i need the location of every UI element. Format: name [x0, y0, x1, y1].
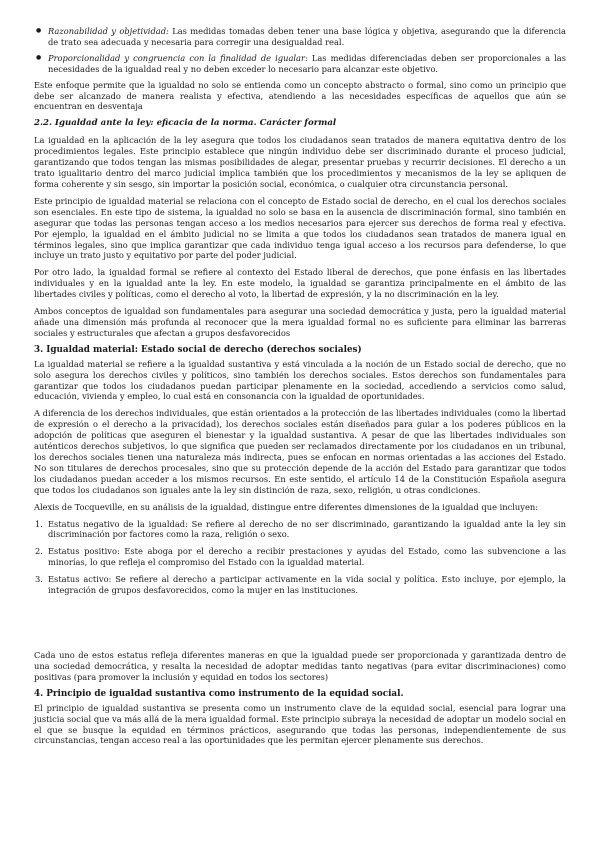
- bullet-text: Las medidas tomadas deben tener una base lógica y objetiva, asegurando que la diferencia de trato sea adecuada y necesaria para corregir una desigualdad real.: [48, 26, 566, 47]
- paragraph: Por otro lado, la igualdad formal se refiere al contexto del Estado liberal de derechos, que pone énfasis en las libertades individuales y en la igualdad ante la ley. En este modelo, la igualdad se garantiza principalmente en el ámbito de las libertades civiles y políticas, como el derecho al voto, la libertad de expresión, y la no discriminación en la ley.: [34, 267, 566, 300]
- list-number: 2.: [35, 546, 43, 557]
- paragraph: Este principio de igualdad material se relaciona con el concepto de Estado social de derecho, en el cual los derechos sociales son esenciales. En este tipo de sistema, la igualdad no solo se basa en la ausencia de discriminación formal, sino también en asegurar que todas las personas tengan acceso a los medios necesarios para ejercer sus derechos de forma real y efectiva. Por ejemplo, la igualdad en el ámbito judicial no se limita a que todos los ciudadanos sean tratados de manera igual en términos legales, sino que implica garantizar que cada individuo tenga igual acceso a los recursos para defenderse, lo que incluye un trato justo y equitativo por parte del poder judicial.: [34, 195, 566, 261]
- paragraph: Alexis de Tocqueville, en su análisis de la igualdad, distingue entre diferentes dimensiones de la igualdad que incluyen:: [34, 501, 538, 512]
- subsection-heading-2-2: 2.2. Igualdad ante la ley: eficacia de la norma. Carácter formal: [34, 118, 337, 129]
- list-item: [34, 26, 566, 48]
- paragraph: La igualdad material se refiere a la igualdad sustantiva y está vinculada a la noción de un Estado social de derecho, que no solo asegura los derechos civiles y políticos, sino también los derechos sociales. Estos derechos son fundamentales para garantizar que todos los ciudadanos puedan participar plenamente en la sociedad, accediendo a servicios como salud, educación, vivienda y empleo, lo cual está en consonancia con la igualdad de oportunidades.: [34, 358, 566, 402]
- bullet-list-criteria: [34, 26, 566, 75]
- list-item: [34, 574, 566, 596]
- numbered-list-status: [34, 519, 566, 596]
- list-number: 1.: [35, 518, 43, 529]
- list-text: Estatus negativo de la igualdad: Se refiere al derecho de no ser discriminado, garantizando la igualdad ante la ley sin discriminación por factores como la raza, religión o sexo.: [48, 518, 566, 540]
- page-blank-space: [34, 602, 566, 650]
- paragraph-intro: Este enfoque permite que la igualdad no solo se entienda como un concepto abstracto o formal, sino como un principio que debe ser alcanzado de manera realista y efectiva, atendiendo a las necesidades específicas de aquellos que aún se encuentran en desventaja: [34, 79, 566, 112]
- list-number: 3.: [35, 574, 43, 585]
- bullet-text: Las medidas diferenciadas deben ser proporcionales a las necesidades de la igualdad real y no deben exceder lo necesario para alcanzar este objetivo.: [48, 52, 566, 74]
- list-item: [34, 519, 566, 541]
- paragraph: Ambos conceptos de igualdad son fundamentales para asegurar una sociedad democrática y justa, pero la igualdad material añade una dimensión más profunda al reconocer que la mera igualdad formal no es suficiente para eliminar las barreras sociales y estructurales que afectan a grupos desfavorecidos: [34, 306, 566, 338]
- paragraph: El principio de igualdad sustantiva se presenta como un instrumento clave de la equidad social, esencial para lograr una justicia social que va más allá de la mera igualdad formal. Este principio subraya la necesidad de adoptar un modelo social en el que se busque la equidad en términos prácticos, asegurando que todas las personas, independientemente de sus circunstancias, tengan acceso real a las oportunidades que les permitan ejercer plenamente sus derechos.: [34, 702, 566, 746]
- list-text: Estatus positivo: Este aboga por el derecho a recibir prestaciones y ayudas del Estado, como las subvencione a las minorías, lo que refleja el compromiso del Estado con la igualdad material.: [48, 546, 566, 568]
- section-heading-4: 4. Principio de igualdad sustantiva como instrumento de la equidad social.: [34, 688, 404, 699]
- paragraph: La igualdad en la aplicación de la ley asegura que todos los ciudadanos sean tratados de manera equitativa dentro de los procedimientos legales. Este principio establece que ningún individuo debe ser discriminado durante el proceso judicial, garantizando que todos tengan las mismas posibilidades de alegar, presentar pruebas y recurrir decisiones. El derecho a un trato igualitario dentro del marco judicial implica también que los procedimientos y mecanismos de la ley se apliquen de forma coherente y sin sesgo, sin importar la posición social, económica, o cualquier otra circunstancia personal.: [34, 135, 566, 189]
- bullet-lead: Proporcionalidad y congruencia con la finalidad de igualar:: [48, 52, 308, 63]
- bullet-lead: Razonabilidad y objetividad:: [48, 26, 169, 36]
- paragraph: Cada uno de estos estatus refleja diferentes maneras en que la igualdad puede ser proporcionada y garantizada dentro de una sociedad democrática, y resalta la necesidad de adoptar medidas tanto negativas (para evitar discriminaciones) como positivas (para promover la inclusión y equidad en todos los sectores): [34, 649, 566, 682]
- section-heading-3: 3. Igualdad material: Estado social de derecho (derechos sociales): [34, 344, 362, 355]
- paragraph: A diferencia de los derechos individuales, que están orientados a la protección de las libertades individuales (como la libertad de expresión o el derecho a la privacidad), los derechos sociales están diseñados para guiar a los poderes públicos en la adopción de políticas que aseguren el bienestar y la igualdad sustantiva. A pesar de que las libertades individuales son auténticos derechos subjetivos, lo que significa que pueden ser reclamados directamente por los ciudadanos en un tribunal, los derechos sociales tienen una naturaleza más indirecta, pues se enfocan en normas orientadas a las acciones del Estado. No son titulares de derechos procesales, sino que su protección depende de la acción del Estado para garantizar que todos los ciudadanos puedan acceder a los mismos recursos. En este sentido, el artículo 14 de la Constitución Española asegura que todos los ciudadanos son iguales ante la ley sin distinción de raza, sexo, religión, u otras condiciones.: [34, 408, 566, 495]
- list-item: [34, 546, 566, 568]
- list-item: [34, 53, 566, 75]
- list-text: Estatus activo: Se refiere al derecho a participar activamente en la vida social y política. Esto incluye, por ejemplo, la integración de grupos desfavorecidos, como la mujer en las instituciones.: [48, 574, 566, 596]
